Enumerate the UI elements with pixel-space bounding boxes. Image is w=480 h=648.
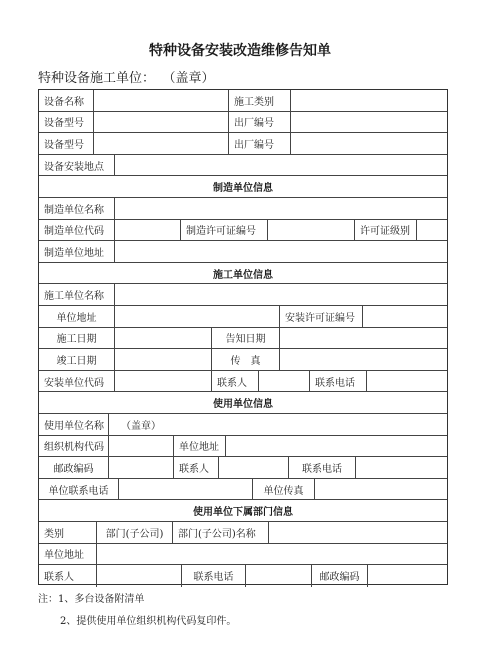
table-row xyxy=(39,198,447,220)
manufacturing-license-no-field[interactable] xyxy=(268,220,355,241)
user-section-header: 使用单位信息 xyxy=(213,399,273,411)
installer-phone-label: 联系电话 xyxy=(310,371,367,392)
table-row xyxy=(39,112,447,134)
installer-name-label: 施工单位名称 xyxy=(39,284,115,305)
department-section-header: 使用单位下属部门信息 xyxy=(193,507,293,519)
footnotes xyxy=(38,589,236,633)
table-row xyxy=(39,220,447,242)
license-level-label: 许可证级别 xyxy=(355,220,417,241)
table-row xyxy=(39,263,447,285)
user-contact-field[interactable] xyxy=(219,457,289,478)
table-row xyxy=(39,176,447,198)
completion-date-label: 竣工日期 xyxy=(39,349,115,370)
license-level-field[interactable] xyxy=(417,220,447,241)
table-row xyxy=(39,500,447,522)
equipment-name-label: 设备名称 xyxy=(39,90,94,111)
postcode-field[interactable] xyxy=(109,457,174,478)
install-license-no-label: 安装许可证编号 xyxy=(280,306,363,327)
table-row xyxy=(39,328,447,350)
table-row xyxy=(39,457,447,479)
start-date-label: 施工日期 xyxy=(39,328,115,349)
installer-address-field[interactable] xyxy=(115,306,280,327)
table-row xyxy=(39,306,447,328)
table-row xyxy=(39,565,447,587)
table-row xyxy=(39,436,447,458)
user-phone-label: 联系电话 xyxy=(289,457,356,478)
manufacturing-license-no-label: 制造许可证编号 xyxy=(181,220,268,241)
department-phone-label: 联系电话 xyxy=(182,565,246,587)
user-address-label: 单位地址 xyxy=(174,436,226,457)
user-seal-text: （盖章） xyxy=(121,420,161,432)
department-name-label: 部门(子公司)名称 xyxy=(173,522,269,543)
manufacturer-address-field[interactable] xyxy=(115,241,447,262)
equipment-model-field[interactable] xyxy=(94,112,229,133)
installer-address-label: 单位地址 xyxy=(39,306,115,327)
install-location-field[interactable] xyxy=(115,155,447,176)
category-label: 类别 xyxy=(39,522,97,543)
work-type-label: 施工类别 xyxy=(229,90,291,111)
org-code-label: 组织机构代码 xyxy=(39,436,109,457)
form-title: 特种设备安装改造维修告知单 xyxy=(149,43,331,59)
installer-code-field[interactable] xyxy=(115,371,212,392)
work-type-field[interactable] xyxy=(291,90,447,111)
manufacturer-address-label: 制造单位地址 xyxy=(39,241,115,262)
table-row xyxy=(39,371,447,393)
manufacturer-code-field[interactable] xyxy=(115,220,181,241)
user-address-field[interactable] xyxy=(226,436,447,457)
manufacturer-name-label: 制造单位名称 xyxy=(39,198,115,219)
manufacturer-name-field[interactable] xyxy=(115,198,447,219)
table-row xyxy=(39,414,447,436)
org-code-field[interactable] xyxy=(109,436,174,457)
equipment-name-field[interactable] xyxy=(94,90,229,111)
serial-number-label-2: 出厂编号 xyxy=(229,133,291,154)
installer-contact-label: 联系人 xyxy=(212,371,259,392)
manufacturer-section-header: 制造单位信息 xyxy=(213,183,273,195)
table-row xyxy=(39,392,447,414)
department-address-field[interactable] xyxy=(97,544,447,565)
serial-number-label: 出厂编号 xyxy=(229,112,291,133)
construction-unit-line xyxy=(38,67,215,86)
note-line-1: 注：1、多台设备附清单 xyxy=(38,594,145,605)
installer-contact-field[interactable] xyxy=(259,371,310,392)
table-row xyxy=(39,349,447,371)
table-row xyxy=(39,522,447,544)
table-row xyxy=(39,479,447,501)
user-contact-label: 联系人 xyxy=(174,457,219,478)
start-date-field[interactable] xyxy=(115,328,212,349)
unit-phone-label: 单位联系电话 xyxy=(39,479,119,500)
department-postcode-label: 邮政编码 xyxy=(312,565,368,587)
department-contact-field[interactable] xyxy=(97,565,182,587)
notify-date-label: 告知日期 xyxy=(212,328,280,349)
equipment-model-label: 设备型号 xyxy=(39,112,94,133)
installer-name-field[interactable] xyxy=(115,284,447,305)
fax-field[interactable] xyxy=(280,349,447,370)
install-license-no-field[interactable] xyxy=(363,306,447,327)
unit-fax-label: 单位传真 xyxy=(253,479,315,500)
department-name-field[interactable] xyxy=(269,522,447,543)
serial-number-field-2[interactable] xyxy=(291,133,447,154)
serial-number-field[interactable] xyxy=(291,112,447,133)
note-line-2: 2、提供使用单位组织机构代码复印件。 xyxy=(60,616,237,627)
table-row xyxy=(39,133,447,155)
department-phone-field[interactable] xyxy=(246,565,312,587)
postcode-label: 邮政编码 xyxy=(39,457,109,478)
department-address-label: 单位地址 xyxy=(39,544,97,565)
user-name-field[interactable] xyxy=(109,414,447,435)
notify-date-field[interactable] xyxy=(280,328,447,349)
equipment-model-field-2[interactable] xyxy=(94,133,229,154)
installer-phone-field[interactable] xyxy=(367,371,447,392)
construction-unit-label: 特种设备施工单位： xyxy=(38,71,156,86)
table-row xyxy=(39,241,447,263)
installer-section-header: 施工单位信息 xyxy=(213,269,273,281)
table-row xyxy=(39,155,447,177)
table-row xyxy=(39,90,447,112)
table-row xyxy=(39,284,447,306)
unit-phone-field[interactable] xyxy=(119,479,253,500)
equipment-model-label-2: 设备型号 xyxy=(39,133,94,154)
user-name-label: 使用单位名称 xyxy=(39,414,109,435)
completion-date-field[interactable] xyxy=(115,349,212,370)
unit-fax-field[interactable] xyxy=(315,479,447,500)
installer-code-label: 安装单位代码 xyxy=(39,371,115,392)
department-label: 部门(子公司) xyxy=(97,522,173,543)
notification-form-table xyxy=(38,89,448,585)
install-location-label: 设备安装地点 xyxy=(39,155,115,176)
construction-unit-seal: （盖章） xyxy=(169,71,215,86)
department-contact-label: 联系人 xyxy=(39,565,97,587)
user-phone-field[interactable] xyxy=(356,457,447,478)
department-postcode-field[interactable] xyxy=(368,565,447,587)
fax-label: 传 真 xyxy=(212,349,280,370)
table-row xyxy=(39,544,447,566)
manufacturer-code-label: 制造单位代码 xyxy=(39,220,115,241)
